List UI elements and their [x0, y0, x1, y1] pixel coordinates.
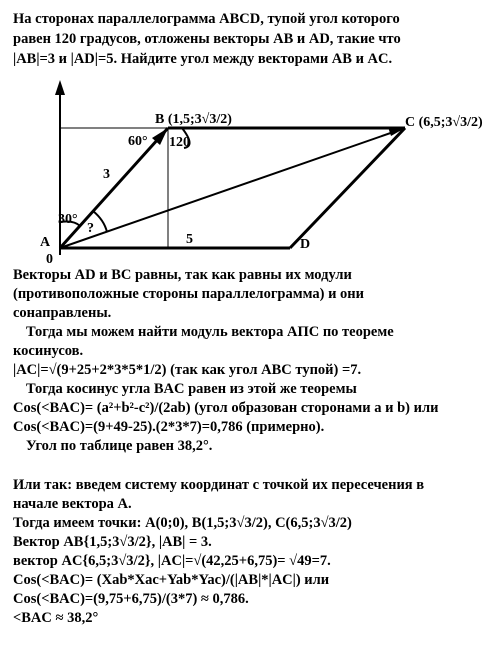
label-side-ad: 5: [186, 232, 193, 247]
solution1-line-6: |AC|=√(9+25+2*3*5*1/2) (так как угол ABC тупой) =7.: [13, 362, 362, 378]
solution1-line-10: Угол по таблице равен 38,2°.: [26, 438, 213, 454]
label-point-d: D: [300, 237, 311, 252]
angle-arc-bac: [93, 211, 107, 232]
solution2-line-2: начале вектора А.: [13, 496, 132, 512]
solution2-line-8: <BAC ≈ 38,2°: [13, 610, 99, 626]
label-point-b: B (1,5;3√3/2): [155, 112, 232, 127]
label-origin: 0: [46, 252, 53, 266]
problem-line-3: |AB|=3 и |AD|=5. Найдите угол между векторами AB и AC.: [13, 51, 393, 67]
solution1-line-5: косинусов.: [13, 343, 84, 359]
label-angle-unknown: ?: [87, 221, 94, 236]
solution1-line-8: Cos(<BAC)= (a²+b²-c²)/(2ab) (угол образован сторонами a и b) или: [13, 400, 439, 416]
problem-line-1: На сторонах параллелограмма ABCD, тупой угол которого: [13, 11, 400, 27]
solution2-line-7: Cos(<BAC)=(9,75+6,75)/(3*7) ≈ 0,786.: [13, 591, 249, 607]
solution1-line-3: сонаправлены.: [13, 305, 112, 321]
label-point-c: C (6,5;3√3/2): [405, 115, 483, 130]
label-angle-60: 60°: [128, 134, 148, 149]
solution2-line-4: Вектор AB{1,5;3√3/2}, |AB| = 3.: [13, 534, 212, 550]
parallelogram-figure: [0, 70, 495, 266]
solution1-line-1: Векторы AD и BC равны, так как равны их модули: [13, 267, 352, 283]
solution2-line-5: вектор AC{6,5;3√3/2}, |AC|=√(42,25+6,75)= √49=7.: [13, 553, 331, 569]
diagonal-ac: [60, 128, 405, 248]
solution2-line-3: Тогда имеем точки: A(0;0), B(1,5;3√3/2), C(6,5;3√3/2): [13, 515, 352, 531]
solution1-line-2: (противоположные стороны параллелограмма) и они: [13, 286, 365, 302]
solution1-line-4: Тогда мы можем найти модуль вектора AПС по теореме: [26, 324, 394, 340]
solution1-line-9: Cos(<BAC)=(9+49-25).(2*3*7)=0,786 (примерно).: [13, 419, 325, 435]
solution1-line-7: Тогда косинус угла BAC равен из этой же теоремы: [26, 381, 357, 397]
label-point-a: A: [40, 235, 51, 250]
solution2-line-1: Или так: введем систему координат с точкой их пересечения в: [13, 477, 425, 493]
side-cd: [290, 128, 405, 248]
y-axis-arrow-icon: [55, 80, 65, 95]
label-angle-30: 30°: [58, 212, 78, 227]
label-side-ab: 3: [103, 167, 110, 182]
label-angle-120: 120: [169, 135, 190, 150]
solution2-line-6: Cos(<BAC)= (Xab*Xac+Yab*Yac)/(|AB|*|AC|) или: [13, 572, 330, 588]
problem-line-2: равен 120 градусов, отложены векторы AB и AD, такие что: [13, 31, 401, 47]
